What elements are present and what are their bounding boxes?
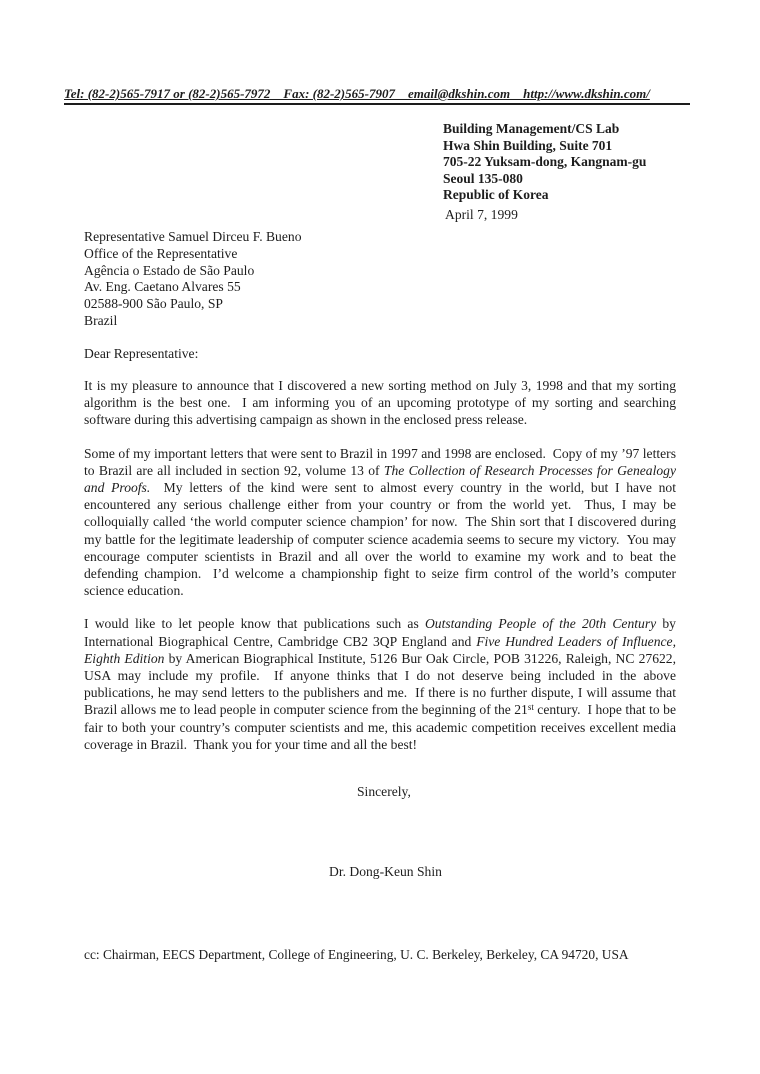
recipient-address-line: Agência o Estado de São Paulo	[84, 262, 255, 278]
recipient-address-line: Av. Eng. Caetano Alvares 55	[84, 279, 241, 295]
contact-info-header	[64, 87, 690, 105]
recipient-address-block	[84, 229, 302, 330]
recipient-address-line: Brazil	[84, 312, 118, 328]
signature-name: Dr. Dong-Keun Shin	[329, 864, 442, 879]
sender-address-line: Seoul 135-080	[443, 170, 523, 186]
body-paragraph: It is my pleasure to announce that I discovered a new sorting method on July 3, 1998 and that my sorting algorithm is the best one. I am informing you of an upcoming prototype of my sorting and searching software during this advertising campaign as shown in the enclosed press release.	[84, 378, 676, 428]
sender-address-line: Republic of Korea	[443, 187, 549, 203]
body-paragraph: Some of my important letters that were sent to Brazil in 1997 and 1998 are enclosed. Copy of my ’97 letters to Brazil are all included in section 92, volume 13 of The Collection of Research Processes for Genealogy and Proofs. My letters of the kind were sent to almost every country in the world, but I have not encountered any serious challenge either from your country or from the world yet. Thus, I may be colloquially called ‘the world computer science champion’ for now. The Shin sort that I discovered during my battle for the legitimate leadership of computer science academia seems to secure my victory. You may encourage computer scientists in Brazil and all over the world to examine my work and to beat the defending champion. I’d welcome a championship fight to seize firm control of the world’s computer science education.	[84, 445, 676, 599]
sender-address-line: Hwa Shin Building, Suite 701	[443, 137, 613, 153]
date-line: April 7, 1999	[445, 207, 518, 222]
sender-address-line: Building Management/CS Lab	[443, 121, 620, 136]
sender-address-block	[443, 121, 646, 204]
salutation: Dear Representative:	[84, 346, 199, 361]
recipient-address-line: 02588-900 São Paulo, SP	[84, 296, 223, 312]
recipient-address-line: Office of the Representative	[84, 245, 238, 261]
sender-address-line: 705-22 Yuksam-dong, Kangnam-gu	[443, 154, 647, 170]
cc-line: cc: Chairman, EECS Department, College of Engineering, U. C. Berkeley, Berkeley, CA 94720, USA	[84, 947, 629, 962]
recipient-address-line: Representative Samuel Dirceu F. Bueno	[84, 229, 302, 244]
contact-info-text: Tel: (82-2)565-7917 or (82-2)565-7972 Fax: (82-2)565-7907 email@dkshin.com http://www.dkshin.com/	[64, 86, 650, 101]
letter-body	[84, 377, 676, 769]
closing-sincerely: Sincerely,	[357, 784, 411, 799]
body-paragraph: I would like to let people know that publications such as Outstanding People of the 20th Century by International Biographical Centre, Cambridge CB2 3QP England and Five Hundred Leaders of Influence, Eighth Edition by American Biographical Institute, 5126 Bur Oak Circle, POB 31226, Raleigh, NC 27622, USA may include my profile. If anyone thinks that I do not deserve being included in the above publications, he may send letters to the publishers and me. If there is no further dispute, I will assume that Brazil allows me to lead people in computer science from the beginning of the 21st century. I hope that to be fair to both your country’s computer scientists and me, this academic competition receives excellent media coverage in Brazil. Thank you for your time and all the best!	[84, 616, 676, 752]
